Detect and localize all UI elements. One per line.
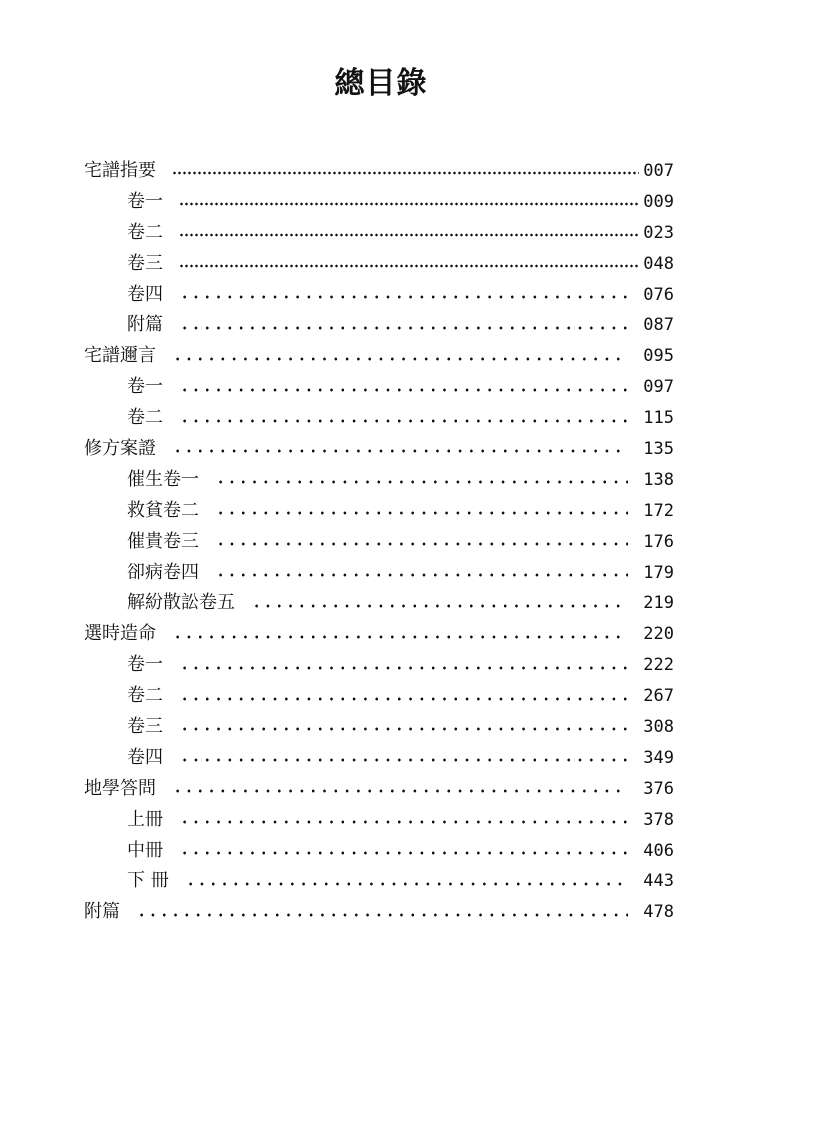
- toc-entry-label: 下 冊: [127, 870, 169, 892]
- toc-entry-page-number: 009: [643, 191, 674, 212]
- toc-entry-label: 上冊: [127, 808, 163, 830]
- toc-entry: [84, 341, 674, 372]
- toc-entry-page-number: 076: [643, 284, 674, 305]
- toc-entry-page-number: 097: [643, 377, 674, 398]
- dot-leader: [179, 264, 639, 268]
- toc-entry-label: 卷一: [127, 190, 163, 212]
- toc-entry-label: 附篇: [84, 901, 120, 923]
- toc-entry: [84, 897, 674, 928]
- toc-entry-page-number: 048: [643, 253, 674, 274]
- toc-entry-label: 卷一: [127, 376, 163, 398]
- dot-leader: [179, 758, 628, 762]
- dot-leader: [179, 326, 628, 330]
- dot-leader: [179, 666, 628, 670]
- toc-entry-label: 卷二: [127, 685, 163, 707]
- dot-leader: [215, 573, 628, 577]
- toc-entry: [84, 681, 674, 712]
- dot-leader: [179, 233, 639, 237]
- toc-entry-page-number: 220: [643, 624, 674, 645]
- dot-leader: [172, 449, 628, 453]
- toc-entry: [84, 249, 674, 280]
- dot-leader: [179, 851, 628, 855]
- toc-entry-page-number: 219: [643, 593, 674, 614]
- toc-entry: [84, 743, 674, 774]
- toc-entry-page-number: 376: [643, 778, 674, 799]
- dot-leader: [251, 604, 628, 608]
- toc-entry-label: 卷二: [127, 407, 163, 429]
- toc-entry-page-number: 406: [643, 840, 674, 861]
- toc-entry: [84, 836, 674, 867]
- dot-leader: [172, 357, 628, 361]
- toc-entry-label: 救貧卷二: [127, 499, 199, 521]
- dot-leader: [179, 820, 628, 824]
- toc-entry-label: 解紛散訟卷五: [127, 592, 235, 614]
- dot-leader: [172, 635, 628, 639]
- toc-entry: [84, 805, 674, 836]
- toc-entry: [84, 218, 674, 249]
- toc-entry-label: 地學答問: [84, 777, 156, 799]
- toc-entry-page-number: 172: [643, 500, 674, 521]
- toc-entry-label: 卷四: [127, 283, 163, 305]
- toc-entry: [84, 866, 674, 897]
- toc-entry-label: 中冊: [127, 839, 163, 861]
- toc-entry: [84, 403, 674, 434]
- toc-entry: [84, 434, 674, 465]
- toc-entry-label: 修方案證: [84, 438, 156, 460]
- toc-entry: [84, 496, 674, 527]
- toc-entry: [84, 372, 674, 403]
- toc-entry-page-number: 478: [643, 902, 674, 923]
- toc-entry: [84, 774, 674, 805]
- toc-entry-page-number: 138: [643, 469, 674, 490]
- dot-leader: [179, 419, 628, 423]
- dot-leader: [185, 882, 628, 886]
- toc-entry: [84, 588, 674, 619]
- toc-entry-label: 催生卷一: [127, 468, 199, 490]
- toc-entry-page-number: 176: [643, 531, 674, 552]
- toc-entry: [84, 465, 674, 496]
- page-title: 總目錄: [334, 66, 428, 101]
- toc-entry-page-number: 115: [643, 408, 674, 429]
- toc-entry: [84, 156, 674, 187]
- toc-entry-label: 催貴卷三: [127, 530, 199, 552]
- toc-entry-label: 卷一: [127, 654, 163, 676]
- toc-entry-page-number: 443: [643, 871, 674, 892]
- toc-entry: [84, 619, 674, 650]
- toc-entry-page-number: 023: [643, 222, 674, 243]
- toc-entry-page-number: 378: [643, 809, 674, 830]
- toc-entry: [84, 558, 674, 589]
- toc-entry-page-number: 267: [643, 686, 674, 707]
- toc-entry: [84, 280, 674, 311]
- dot-leader: [179, 295, 628, 299]
- toc-entry-label: 卷二: [127, 221, 163, 243]
- dot-leader: [215, 542, 628, 546]
- dot-leader: [172, 789, 628, 793]
- toc-entry: [84, 527, 674, 558]
- toc-entry: [84, 650, 674, 681]
- toc-entry: [84, 712, 674, 743]
- dot-leader: [179, 697, 628, 701]
- toc-entry-page-number: 349: [643, 747, 674, 768]
- toc-entry-page-number: 308: [643, 717, 674, 738]
- toc-entry-label: 宅譜指要: [84, 160, 156, 181]
- dot-leader: [215, 480, 628, 484]
- toc-entry-page-number: 087: [643, 315, 674, 336]
- toc-entry-label: 附篇: [127, 314, 163, 336]
- toc-entry-label: 卷三: [127, 716, 163, 738]
- toc-entry-label: 卷四: [127, 746, 163, 768]
- toc-entry-page-number: 179: [643, 562, 674, 583]
- dot-leader: [215, 511, 628, 515]
- dot-leader: [179, 202, 639, 206]
- dot-leader: [179, 388, 628, 392]
- toc-entry-page-number: 222: [643, 655, 674, 676]
- table-of-contents: [84, 156, 674, 928]
- toc-entry: [84, 310, 674, 341]
- toc-entry: [84, 187, 674, 218]
- dot-leader: [179, 727, 628, 731]
- dot-leader: [172, 171, 639, 175]
- toc-entry-page-number: 095: [643, 346, 674, 367]
- toc-entry-label: 宅譜邇言: [84, 345, 156, 367]
- dot-leader: [136, 913, 628, 917]
- toc-entry-label: 卷三: [127, 252, 163, 274]
- toc-entry-page-number: 135: [643, 439, 674, 460]
- toc-entry-label: 選時造命: [84, 623, 156, 645]
- toc-entry-label: 卻病卷四: [127, 561, 199, 583]
- toc-entry-page-number: 007: [643, 161, 674, 181]
